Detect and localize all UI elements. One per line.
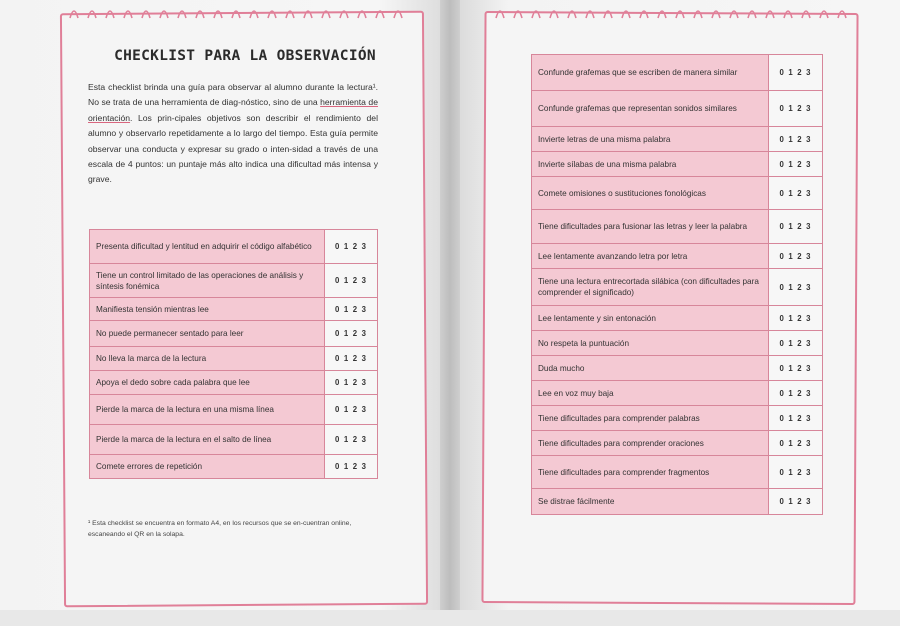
checklist-row [90, 425, 378, 455]
checklist-item-text: Manifiesta tensión mientras lee [90, 298, 325, 321]
rating-scale: 0 1 2 3 [769, 91, 823, 127]
checklist-row [532, 381, 823, 406]
checklist-row [532, 269, 823, 306]
checklist-item-text: Se distrae fácilmente [532, 489, 769, 515]
checklist-item-text: Comete omisiones o sustituciones fonológicas [532, 177, 769, 210]
checklist-item-text: Tiene dificultades para comprender oraciones [532, 431, 769, 456]
checklist-item-text: Lee lentamente y sin entonación [532, 306, 769, 331]
page-title: CHECKLIST PARA LA OBSERVACIÓN [114, 48, 376, 64]
rating-scale: 0 1 2 3 [769, 269, 823, 306]
checklist-item-text: Confunde grafemas que se escriben de manera similar [532, 55, 769, 91]
rating-scale: 0 1 2 3 [769, 456, 823, 489]
checklist-item-text: Confunde grafemas que representan sonidos similares [532, 91, 769, 127]
checklist-item-text: Presenta dificultad y lentitud en adquirir el código alfabético [90, 230, 325, 264]
checklist-row [532, 210, 823, 244]
rating-scale: 0 1 2 3 [769, 55, 823, 91]
checklist-row [532, 406, 823, 431]
checklist-row [532, 244, 823, 269]
checklist-item-text: Invierte sílabas de una misma palabra [532, 152, 769, 177]
checklist-item-text: No puede permanecer sentado para leer [90, 321, 325, 347]
checklist-table-right [531, 54, 823, 515]
checklist-item-text: Pierde la marca de la lectura en una misma línea [90, 395, 325, 425]
rating-scale: 0 1 2 3 [325, 371, 378, 395]
rating-scale: 0 1 2 3 [325, 264, 378, 298]
book-gutter [440, 0, 460, 626]
rating-scale: 0 1 2 3 [769, 306, 823, 331]
intro-paragraph [88, 80, 378, 188]
checklist-row [532, 152, 823, 177]
rating-scale: 0 1 2 3 [769, 489, 823, 515]
rating-scale: 0 1 2 3 [325, 425, 378, 455]
checklist-row [90, 395, 378, 425]
rating-scale: 0 1 2 3 [325, 298, 378, 321]
checklist-row [90, 264, 378, 298]
checklist-item-text: Duda mucho [532, 356, 769, 381]
checklist-item-text: No lleva la marca de la lectura [90, 347, 325, 371]
checklist-item-text: Invierte letras de una misma palabra [532, 127, 769, 152]
checklist-item-text: No respeta la puntuación [532, 331, 769, 356]
spiral-binding-right-icon [490, 4, 850, 24]
checklist-item-text: Tiene dificultades para fusionar las letras y leer la palabra [532, 210, 769, 244]
checklist-row [90, 321, 378, 347]
rating-scale: 0 1 2 3 [769, 210, 823, 244]
footnote: ¹ Esta checklist se encuentra en formato A4, en los recursos que se en-cuentran online, escaneando el QR en la solapa. [88, 520, 352, 538]
checklist-item-text: Apoya el dedo sobre cada palabra que lee [90, 371, 325, 395]
checklist-item-text: Pierde la marca de la lectura en el salto de línea [90, 425, 325, 455]
checklist-item-text: Lee en voz muy baja [532, 381, 769, 406]
rating-scale: 0 1 2 3 [325, 230, 378, 264]
checklist-row [532, 127, 823, 152]
checklist-row [532, 91, 823, 127]
checklist-item-text: Tiene un control limitado de las operaciones de análisis y síntesis fonémica [90, 264, 325, 298]
rating-scale: 0 1 2 3 [769, 331, 823, 356]
checklist-item-text: Lee lentamente avanzando letra por letra [532, 244, 769, 269]
rating-scale: 0 1 2 3 [769, 381, 823, 406]
spiral-binding-left-icon [66, 4, 418, 24]
checklist-row [532, 55, 823, 91]
rating-scale: 0 1 2 3 [769, 127, 823, 152]
checklist-row [532, 177, 823, 210]
intro-text-2: . Los prin-cipales objetivos son describir el rendimiento del alumno y observarlo repetidamente a lo largo del tiempo. Esta guía permite observar una conducta y expresar su grado o inten-sidad a través de una escala de 4 puntos: un puntaje más alto indica una dificultad más intensa y grave. [88, 112, 378, 185]
rating-scale: 0 1 2 3 [769, 431, 823, 456]
checklist-item-text: Comete errores de repetición [90, 455, 325, 479]
checklist-row [90, 347, 378, 371]
checklist-item-text: Tiene dificultades para comprender fragmentos [532, 456, 769, 489]
checklist-row [532, 331, 823, 356]
rating-scale: 0 1 2 3 [325, 395, 378, 425]
rating-scale: 0 1 2 3 [325, 347, 378, 371]
checklist-row [90, 455, 378, 479]
rating-scale: 0 1 2 3 [325, 321, 378, 347]
checklist-row [90, 371, 378, 395]
rating-scale: 0 1 2 3 [769, 152, 823, 177]
rating-scale: 0 1 2 3 [325, 455, 378, 479]
checklist-item-text: Tiene dificultades para comprender palabras [532, 406, 769, 431]
checklist-row [532, 456, 823, 489]
rating-scale: 0 1 2 3 [769, 406, 823, 431]
checklist-row [532, 356, 823, 381]
checklist-row [532, 306, 823, 331]
checklist-row [90, 230, 378, 264]
checklist-item-text: Tiene una lectura entrecortada silábica (con dificultades para comprender el significado) [532, 269, 769, 306]
rating-scale: 0 1 2 3 [769, 244, 823, 269]
checklist-row [90, 298, 378, 321]
checklist-table-left [89, 229, 378, 479]
page-shadow [0, 610, 900, 626]
rating-scale: 0 1 2 3 [769, 177, 823, 210]
checklist-row [532, 489, 823, 515]
rating-scale: 0 1 2 3 [769, 356, 823, 381]
intro-text-1: Esta checklist brinda una guía para observar al alumno durante la lectura¹. No se trata de una herramienta de diag-nóstico, sino de una [88, 82, 378, 108]
checklist-row [532, 431, 823, 456]
intro-underlined-phrase: herramienta de orientación [88, 97, 378, 123]
